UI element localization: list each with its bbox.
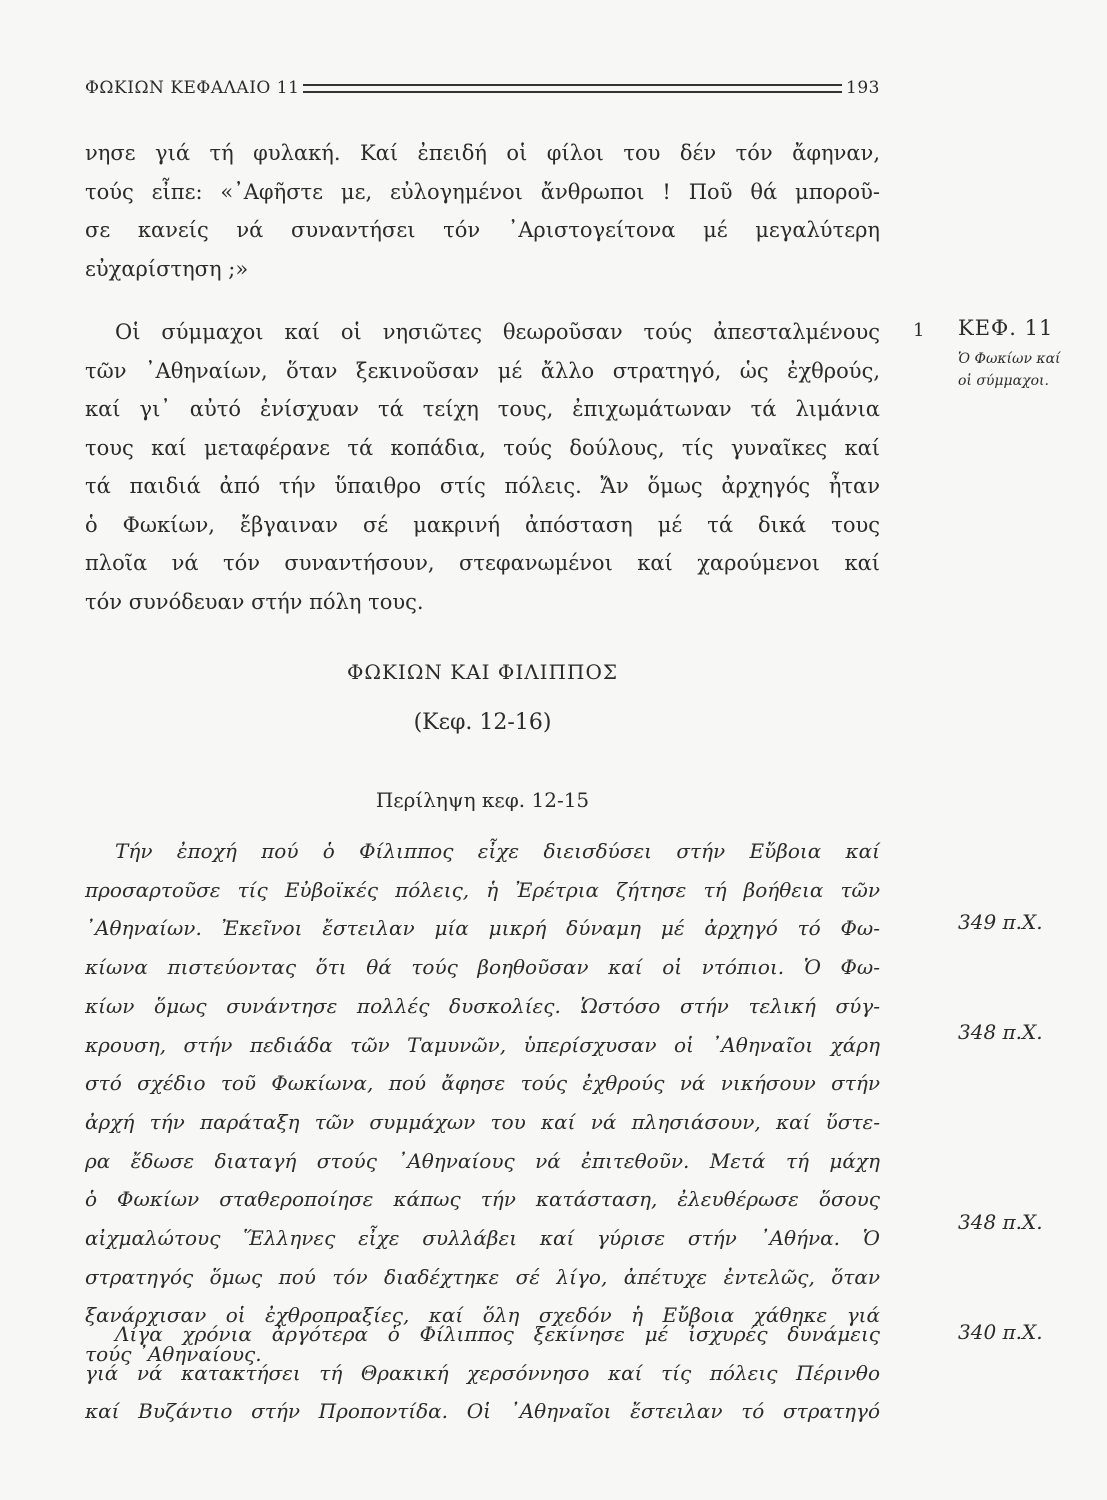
margin-date: 348 π.Χ. (958, 1020, 1043, 1044)
text-line: ᾽Αθηναίων. Ἐκεῖνοι ἔστειλαν μία μικρή δύναμη μέ ἀρχηγό τό Φω- (85, 916, 880, 941)
margin-date: 348 π.Χ. (958, 1210, 1043, 1234)
text-line: τούς εἶπε: «᾽Αφῆστε με, εὐλογημένοι ἄνθρωποι ! Ποῦ θά μποροῦ- (85, 179, 880, 204)
section-title: ΦΩΚΙΩΝ ΚΑΙ ΦΙΛΙΠΠΟΣ (347, 660, 618, 684)
header-double-rule (303, 84, 842, 93)
text-line: πλοῖα νά τόν συναντήσουν, στεφανωμένοι καί χαρούμενοι καί (85, 551, 880, 575)
section-chapters: (Κεφ. 12-16) (413, 710, 552, 735)
margin-chapter-ref: ΚΕΦ. 11 (958, 316, 1054, 340)
margin-gloss-line: οἱ σύμμαχοι. (958, 373, 1049, 389)
text-line: αἰχμαλώτους Ἕλληνες εἶχε συλλάβει καί γύρισε στήν ᾽Αθήνα. Ὁ (85, 1226, 880, 1251)
text-line: εὐχαρίστηση ;» (85, 256, 249, 281)
text-line: καί Βυζάντιο στήν Προποντίδα. Οἱ ᾽Αθηναῖοι ἔστειλαν τό στρατηγό (85, 1399, 880, 1424)
text-line: σε κανείς νά συναντήσει τόν ᾽Αριστογείτονα μέ μεγαλύτερη (85, 218, 880, 242)
margin-date: 349 π.Χ. (958, 910, 1043, 934)
text-line: τους καί μεταφέρανε τά κοπάδια, τούς δούλους, τίς γυναῖκες καί (85, 435, 880, 460)
text-line: Λίγα χρόνια ἀργότερα ὁ Φίλιππος ξεκίνησε μέ ἰσχυρές δυνάμεις (115, 1322, 880, 1346)
text-line: κρουση, στήν πεδιάδα τῶν Ταμυνῶν, ὑπερίσχυσαν οἱ ᾽Αθηναῖοι χάρη (85, 1032, 880, 1057)
text-line: στό σχέδιο τοῦ Φωκίωνα, πού ἄφησε τούς ἐχθρούς νά νικήσουν στήν (85, 1071, 880, 1096)
margin-gloss-line: Ὁ Φωκίων καί (958, 351, 1061, 367)
page-number: 193 (846, 78, 880, 98)
text-line: στρατηγός ὅμως πού τόν διαδέχτηκε σέ λίγο, ἀπέτυχε ἐντελῶς, ὅταν (85, 1264, 880, 1289)
text-line: ἀρχή τήν παράταξη τῶν συμμάχων του καί νά πλησιάσουν, καί ὕστε- (85, 1109, 880, 1134)
text-line: προσαρτοῦσε τίς Εὐβοϊκές πόλεις, ἡ Ἐρέτρια ζήτησε τή βοήθεια τῶν (85, 877, 880, 902)
running-header (85, 76, 880, 100)
text-line: κίων ὅμως συνάντησε πολλές δυσκολίες. Ὡστόσο στήν τελική σύγ- (85, 993, 880, 1018)
intro-paragraph (85, 134, 880, 288)
text-line: τά παιδιά ἀπό τήν ὕπαιθρο στίς πόλεις. Ἄν ὅμως ἀρχηγός ἦταν (85, 474, 880, 498)
text-line: ὁ Φωκίων, ἔβγαιναν σέ μακρινή ἀπόσταση μέ τά δικά τους (85, 512, 880, 537)
text-line: νησε γιά τή φυλακή. Καί ἐπειδή οἱ φίλοι του δέν τόν ἄφηναν, (85, 141, 880, 165)
running-header-title: ΦΩΚΙΩΝ ΚΕΦΑΛΑΙΟ 11 (85, 78, 300, 98)
text-line: τῶν ᾽Αθηναίων, ὅταν ξεκινοῦσαν μέ ἄλλο στρατηγό, ὡς ἐχθρούς, (85, 358, 880, 383)
text-line: Οἱ σύμμαχοι καί οἱ νησιῶτες θεωροῦσαν τούς ἀπεσταλμένους (115, 320, 880, 344)
text-line: κίωνα πιστεύοντας ὅτι θά τούς βοηθοῦσαν καί οἱ ντόπιοι. Ὁ Φω- (85, 955, 880, 980)
summary-paragraph (85, 832, 880, 1374)
text-line: Τήν ἐποχή πού ὁ Φίλιππος εἶχε διεισδύσει στήν Εὔβοια καί (115, 839, 880, 863)
text-line: ξανάρχισαν οἱ ἐχθροπραξίες, καί ὅλη σχεδόν ἡ Εὔβοια χάθηκε γιά (85, 1303, 880, 1328)
text-line: τούς ᾽Αθηναίους. (85, 1342, 262, 1367)
margin-section-number: 1 (913, 320, 925, 341)
margin-gloss (958, 348, 1088, 392)
margin-date: 340 π.Χ. (958, 1320, 1043, 1344)
paragraph-allies (85, 313, 880, 621)
text-line: τόν συνόδευαν στήν πόλη τους. (85, 589, 424, 614)
text-line: γιά νά κατακτήσει τή Θρακική χερσόννησο καί τίς πόλεις Πέρινθο (85, 1360, 880, 1385)
text-line: ὁ Φωκίων σταθεροποίησε κάπως τήν κατάσταση, ἐλευθέρωσε ὅσους (85, 1187, 880, 1212)
summary-paragraph-2 (85, 1315, 880, 1431)
text-line: ρα ἔδωσε διαταγή στούς ᾽Αθηναίους νά ἐπιτεθοῦν. Μετά τή μάχη (85, 1148, 880, 1173)
summary-title: Περίληψη κεφ. 12-15 (375, 788, 590, 812)
text-line: καί γι᾽ αὐτό ἐνίσχυαν τά τείχη τους, ἐπιχωμάτωναν τά λιμάνια (85, 397, 880, 421)
